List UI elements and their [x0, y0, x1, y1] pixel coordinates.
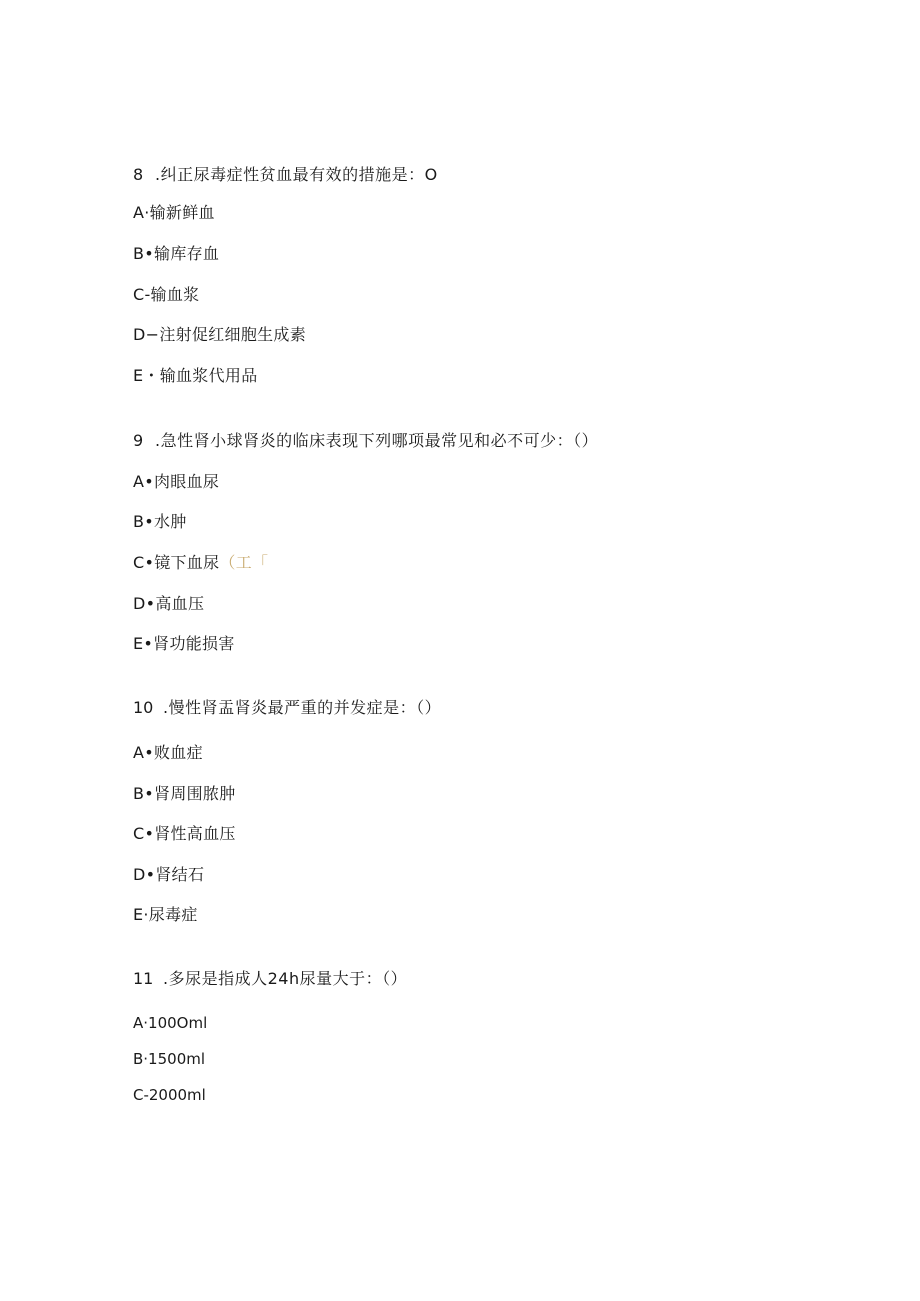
option-c: C•肾性高血压: [133, 824, 236, 843]
option-b: B•输库存血: [133, 244, 220, 263]
question-text: .慢性肾盂肾炎最严重的并发症是：（）: [163, 698, 442, 717]
option-e: E・输血浆代用品: [133, 366, 258, 385]
question-number: 10: [133, 698, 154, 717]
option-c: C-输血浆: [133, 285, 200, 304]
faint-mark: （工「: [219, 553, 269, 572]
question-text: .纠正尿毒症性贫血最有效的措施是：O: [155, 165, 438, 184]
question-number: 11: [133, 969, 154, 988]
option-e: E·尿毒症: [133, 905, 198, 924]
question-text: .急性肾小球肾炎的临床表现下列哪项最常见和必不可少：（）: [155, 431, 599, 450]
question-number: 8: [133, 165, 144, 184]
question-number: 9: [133, 431, 144, 450]
option-c: C-2000ml: [133, 1086, 206, 1104]
option-a: A•败血症: [133, 743, 203, 762]
option-a: A·100Oml: [133, 1014, 208, 1032]
question-10: [133, 698, 441, 718]
option-b: B·1500ml: [133, 1050, 206, 1068]
option-a: A•肉眼血尿: [133, 472, 220, 491]
option-d: D•肾结石: [133, 865, 205, 884]
option-e: E•肾功能损害: [133, 634, 235, 653]
question-text: .多尿是指成人24h尿量大于：（）: [163, 969, 408, 988]
option-a: A·输新鲜血: [133, 203, 215, 222]
option-d: D•高血压: [133, 594, 205, 613]
option-c: [133, 553, 268, 573]
option-b: B•肾周围脓肿: [133, 784, 236, 803]
question-9: [133, 431, 598, 451]
option-b: B•水肿: [133, 512, 187, 531]
option-c-label: C•镜下血尿: [133, 553, 220, 572]
question-8: [133, 165, 438, 185]
question-11: [133, 969, 407, 989]
option-d: D−注射促红细胞生成素: [133, 325, 307, 344]
